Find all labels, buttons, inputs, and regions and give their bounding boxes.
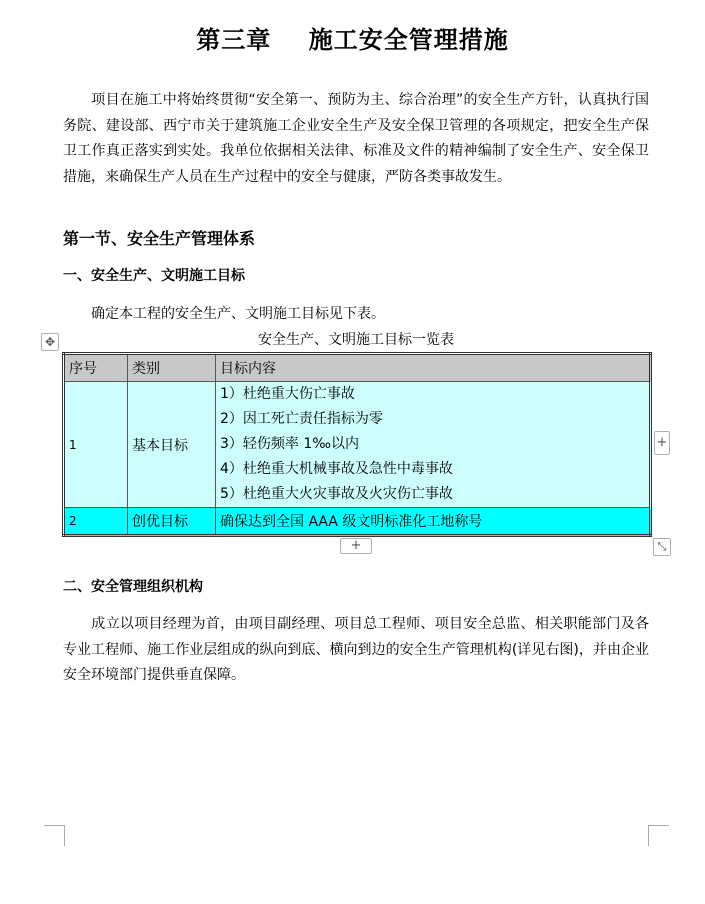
add-row-button[interactable]: + <box>340 538 372 554</box>
subsection2-heading: 二、安全管理组织机构 <box>63 579 203 595</box>
add-column-button[interactable]: + <box>654 431 670 455</box>
section1-heading: 第一节、安全生产管理体系 <box>63 229 256 248</box>
subsection2-paragraph-text: 成立以项目经理为首，由项目副经理、项目总工程师、项目安全总监、相关职能部门及各专业工程师、施工作业层组成的纵向到底、横向到边的安全生产管理机构(详见右图)，并由企业安全环境部门提供垂直保障。 <box>63 616 649 683</box>
chapter-title: 第三章 施工安全管理措施 <box>196 25 509 54</box>
header-cell-category[interactable]: 类别 <box>128 354 216 382</box>
intro-paragraph <box>63 88 649 190</box>
goal-item: 5）杜绝重大火灾事故及火灾伤亡事故 <box>220 486 453 502</box>
row2-category[interactable]: 创优目标 <box>128 508 216 536</box>
table-row <box>64 508 651 536</box>
goal-item: 4）杜绝重大机械事故及急性中毒事故 <box>220 461 453 477</box>
page-margin-corner-right <box>648 825 669 846</box>
intro-paragraph-text: 项目在施工中将始终贯彻“安全第一、预防为主、综合治理”的安全生产方针，认真执行国务院、建设部、西宁市关于建筑施工企业安全生产及安全保卫管理的各项规定，把安全生产保卫工作真正落实到实处。我单位依据相关法律、标准及文件的精神编制了安全生产、安全保卫措施，来确保生产人员在生产过程中的安全与健康，严防各类事故发生。 <box>63 92 649 185</box>
subsection1-text: 确定本工程的安全生产、文明施工目标见下表。 <box>91 306 385 322</box>
table-header-row <box>64 354 651 382</box>
page-margin-corner-left <box>44 825 65 846</box>
goal-item: 3）轻伤频率 1‰以内 <box>220 436 360 452</box>
resize-icon[interactable]: ⤡ <box>653 538 671 556</box>
table-row <box>64 382 651 508</box>
subsection2-paragraph <box>63 612 649 689</box>
header-cell-no[interactable]: 序号 <box>64 354 128 382</box>
row2-content[interactable]: 确保达到全国 AAA 级文明标准化工地称号 <box>216 508 651 536</box>
row1-category[interactable]: 基本目标 <box>128 382 216 508</box>
row1-no[interactable]: 1 <box>64 382 128 508</box>
row1-content[interactable] <box>216 382 651 508</box>
subsection1-heading: 一、安全生产、文明施工目标 <box>63 268 245 284</box>
goals-table <box>62 352 652 537</box>
row2-no[interactable]: 2 <box>64 508 128 536</box>
table-caption: 安全生产、文明施工目标一览表 <box>258 332 454 348</box>
goal-item: 1）杜绝重大伤亡事故 <box>220 386 355 402</box>
move-icon[interactable]: ✥ <box>41 333 59 351</box>
header-cell-content[interactable]: 目标内容 <box>216 354 651 382</box>
goal-item: 2）因工死亡责任指标为零 <box>220 411 383 427</box>
